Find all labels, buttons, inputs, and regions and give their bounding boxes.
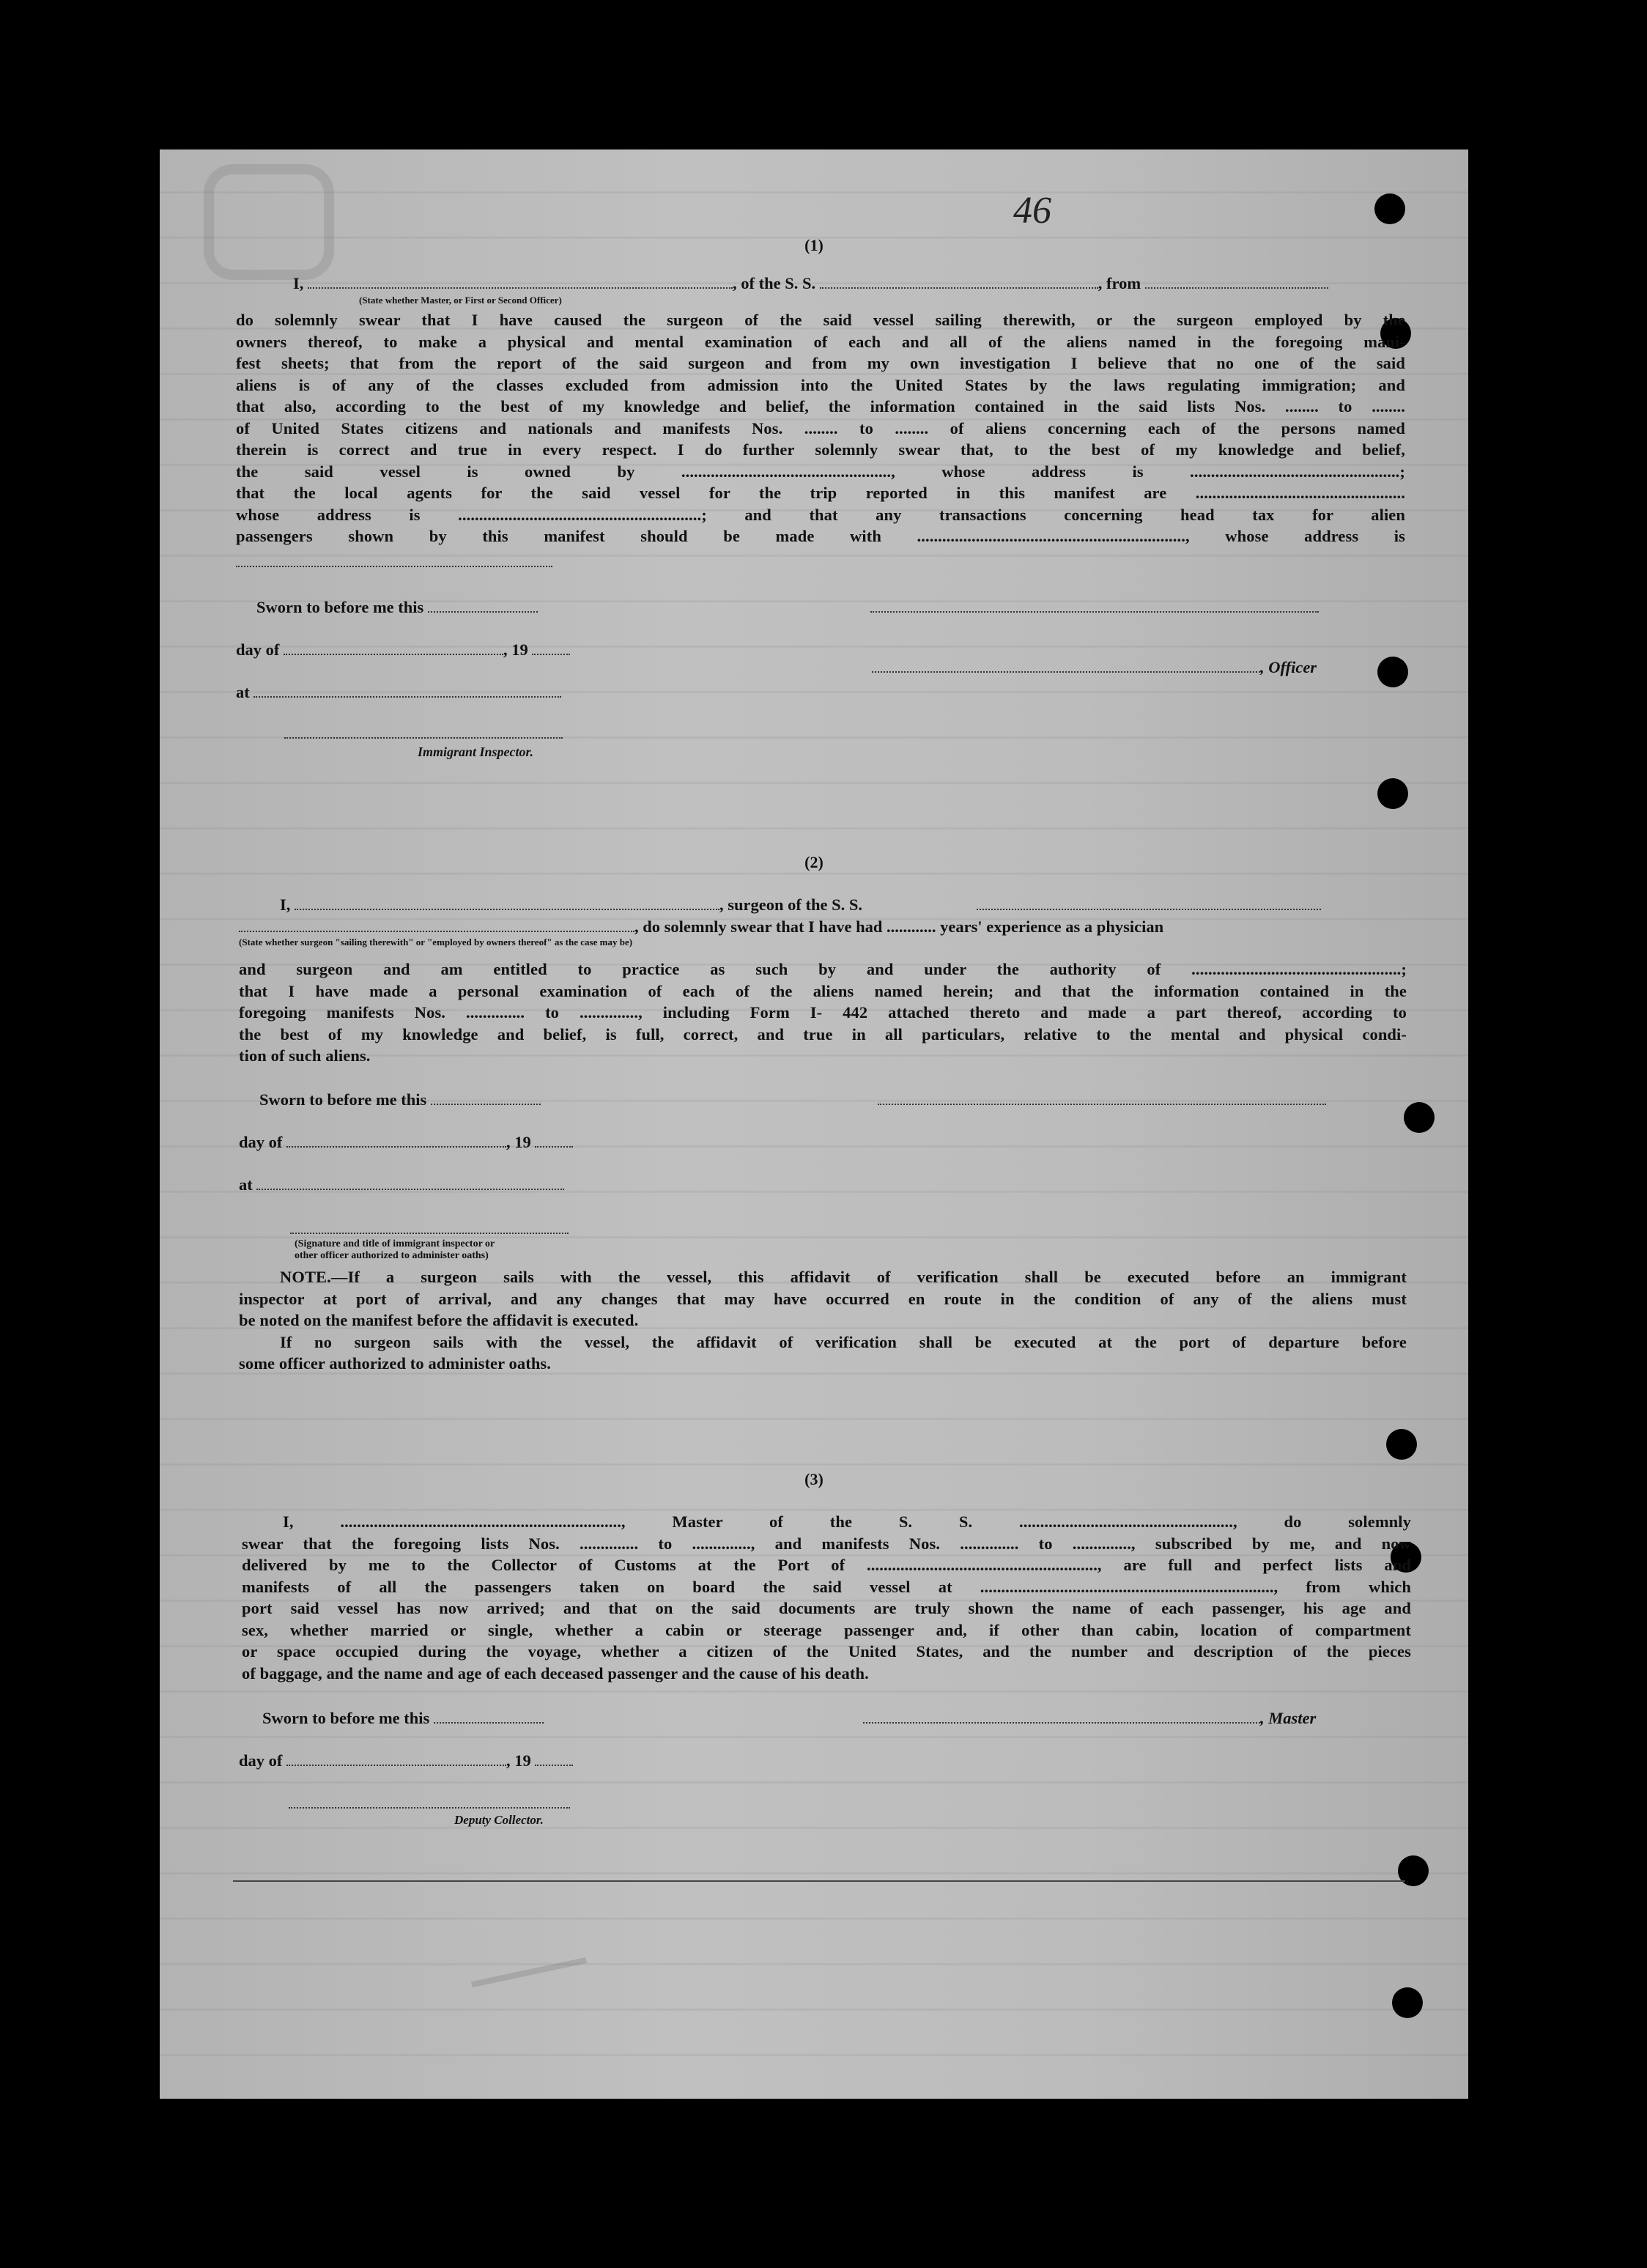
oath-line: the said vessel is owned by .................................................., whose address is ..................................................; <box>236 462 1405 481</box>
oath-line: sex, whether married or single, whether a cabin or steerage passenger and, if other than cabin, location of compartment <box>242 1620 1411 1639</box>
at-label: at <box>239 1175 253 1194</box>
oath-line: foregoing manifests Nos. .............. to .............., including Form I- 442 attached thereto and made a part thereof, according to <box>239 1003 1407 1022</box>
official-signature-line <box>290 1233 569 1234</box>
oath-line: that also, according to the best of my knowledge and belief, the information contained in the said lists Nos. ........ to ........ <box>236 397 1405 415</box>
from-label: , from <box>1098 274 1141 292</box>
manifest-reverse-page <box>160 149 1468 2099</box>
oath-line: that the local agents for the said vessel for the trip reported in this manifest are .................................................. <box>236 484 1405 502</box>
officer-signature-blank <box>872 658 1260 673</box>
inspector-signature-line <box>284 737 563 739</box>
sworn-blank <box>431 1090 541 1105</box>
year-label: , 19 <box>506 1133 531 1151</box>
surgeon-vessel-label: , surgeon of the S. S. <box>719 895 863 914</box>
surgeon-status-blank <box>239 917 634 932</box>
day-blank <box>284 640 503 655</box>
section-3-oath-text <box>242 1511 1411 1684</box>
signature-note-1: (Signature and title of immigrant inspector or <box>295 1238 495 1249</box>
master-signature-blank <box>863 1709 1260 1724</box>
collector-signature-line <box>289 1807 570 1809</box>
sworn-label: Sworn to before me this <box>259 1090 427 1109</box>
day-blank <box>286 1133 506 1148</box>
oath-line: therein is correct and true in every respect. I do further solemnly swear that, to the best of my knowledge and belief, <box>236 440 1405 459</box>
oath-line: manifests of all the passengers taken on board the said vessel at ......................................................................, from which <box>242 1577 1411 1596</box>
sworn-label: Sworn to before me this <box>262 1709 430 1727</box>
day-blank <box>286 1751 506 1766</box>
punch-hole <box>1386 1429 1417 1460</box>
year-blank <box>535 1751 573 1766</box>
officer-title-note: (State whether Master, or First or Second Officer) <box>359 295 562 306</box>
address-continuation-line <box>236 566 552 567</box>
handwritten-page-number: 46 <box>1013 190 1051 232</box>
officer-signature-line <box>872 658 1317 677</box>
oath-prefix: I, <box>280 895 291 914</box>
section-2-first-line <box>280 895 862 915</box>
officer-name-blank <box>308 274 733 289</box>
surgeon-status-note: (State whether surgeon "sailing therewith" or "employed by owners thereof" as the case may be) <box>239 937 633 948</box>
day-of-line-1 <box>236 640 570 660</box>
section-2-second-line <box>239 917 1163 937</box>
master-signature-line <box>863 1709 1316 1728</box>
section-2-note <box>239 1266 1407 1375</box>
note-line: If no surgeon sails with the vessel, the affidavit of verification shall be executed at the port of departure before <box>280 1332 1407 1351</box>
at-line-1 <box>236 683 561 702</box>
surgeon-vessel-blank <box>977 909 1321 910</box>
bleed-through-stamp <box>204 164 334 280</box>
at-place-blank <box>256 1175 564 1190</box>
punch-hole <box>1377 778 1408 809</box>
at-label: at <box>236 683 250 701</box>
oath-line: that I have made a personal examination of each of the aliens named herein; and that the information contained in the <box>239 981 1407 1000</box>
oath-line: passengers shown by this manifest should be made with ................................................................, whose address is <box>236 527 1405 545</box>
note-line: NOTE.—If a surgeon sails with the vessel, this affidavit of verification shall be executed before an immigrant <box>280 1268 1407 1286</box>
oath-line: and surgeon and am entitled to practice as such by and under the authority of ..................................................; <box>239 960 1407 978</box>
year-blank <box>532 640 570 655</box>
oath-line: or space occupied during the voyage, whether a citizen of the United States, and the number and description of the pieces <box>242 1642 1411 1661</box>
note-line: be noted on the manifest before the affidavit is executed. <box>239 1311 639 1329</box>
note-line: inspector at port of arrival, and any changes that may have occurred en route in the condition of any of the aliens must <box>239 1289 1407 1308</box>
section-1-oath-text <box>236 309 1405 547</box>
sworn-line-2 <box>259 1090 541 1109</box>
oath-line: of United States citizens and nationals and manifests Nos. ........ to ........ of aliens concerning each of the persons named <box>236 418 1405 437</box>
sworn-blank <box>428 598 538 613</box>
day-of-line-2 <box>239 1133 573 1152</box>
oath-line: I, ..................................................................., Master of the S. S. ..................................................., do solemnly <box>283 1512 1411 1531</box>
bottom-rule <box>233 1880 1405 1882</box>
oath-line: the best of my knowledge and belief, is full, correct, and true in all particulars, relative to the mental and physical condi- <box>239 1024 1407 1043</box>
section-1-first-line <box>293 274 1328 293</box>
surgeon-oath-text: , do solemnly swear that I have had ............ years' experience as a physician <box>634 917 1164 936</box>
section-1-marker: (1) <box>804 236 824 254</box>
vessel-label: , of the S. S. <box>733 274 816 292</box>
oath-line: owners thereof, to make a physical and mental examination of each and all of the aliens named in the foregoing mani- <box>236 332 1405 351</box>
day-of-label: day of <box>239 1751 283 1770</box>
oath-line: do solemnly swear that I have caused the surgeon of the said vessel sailing therewith, or the surgeon employed by the <box>236 311 1405 329</box>
oath-prefix: I, <box>293 274 304 292</box>
oath-line: whose address is ..........................................................; and that any transactions concerning head tax for alien <box>236 505 1405 524</box>
master-label: , Master <box>1260 1709 1317 1727</box>
section-2-marker: (2) <box>804 853 824 871</box>
day-of-label: day of <box>239 1133 283 1151</box>
day-of-label: day of <box>236 640 280 659</box>
section-2-oath-text <box>239 958 1407 1067</box>
oath-line: tion of such aliens. <box>239 1046 371 1065</box>
surgeon-signature-line <box>878 1104 1326 1105</box>
punch-hole <box>1404 1102 1435 1133</box>
signature-note-2: other officer authorized to administer oaths) <box>295 1250 489 1261</box>
oath-line: of baggage, and the name and age of each deceased passenger and the cause of his death. <box>242 1663 869 1682</box>
at-line-2 <box>239 1175 564 1194</box>
year-label: , 19 <box>503 640 528 659</box>
note-line: some officer authorized to administer oaths. <box>239 1354 552 1373</box>
punch-hole <box>1377 657 1408 687</box>
punch-hole <box>1392 1987 1423 2018</box>
day-of-line-3 <box>239 1751 573 1770</box>
sworn-line-3 <box>262 1709 544 1728</box>
officer-label: , Officer <box>1260 658 1317 676</box>
oath-line: swear that the foregoing lists Nos. .............. to .............., and manifests Nos. .............. to .............., subscribed by me, and now <box>242 1534 1411 1553</box>
oath-line: aliens is of any of the classes excluded from admission into the United States by the laws regulating immigration; and <box>236 375 1405 394</box>
punch-hole <box>1374 193 1405 224</box>
deputy-collector-caption: Deputy Collector. <box>454 1813 544 1827</box>
oath-line: port said vessel has now arrived; and that on the said documents are truly shown the name of each passenger, his age and <box>242 1599 1411 1617</box>
at-place-blank <box>253 683 561 698</box>
immigrant-inspector-caption: Immigrant Inspector. <box>418 745 534 759</box>
year-blank <box>535 1133 573 1148</box>
surgeon-name-blank <box>295 895 719 910</box>
oath-line: delivered by me to the Collector of Customs at the Port of ......................................................., are full and perfect lists and <box>242 1556 1411 1574</box>
vessel-name-blank <box>820 274 1098 289</box>
sworn-label: Sworn to before me this <box>256 598 424 616</box>
officer-signature-line-upper <box>870 611 1319 613</box>
port-from-blank <box>1145 274 1328 289</box>
sworn-blank <box>434 1709 544 1724</box>
oath-line: fest sheets; that from the report of the said surgeon and from my own investigation I believe that no one of the said <box>236 354 1405 372</box>
section-3-marker: (3) <box>804 1470 824 1488</box>
year-label: , 19 <box>506 1751 531 1770</box>
sworn-line-1 <box>256 598 538 617</box>
